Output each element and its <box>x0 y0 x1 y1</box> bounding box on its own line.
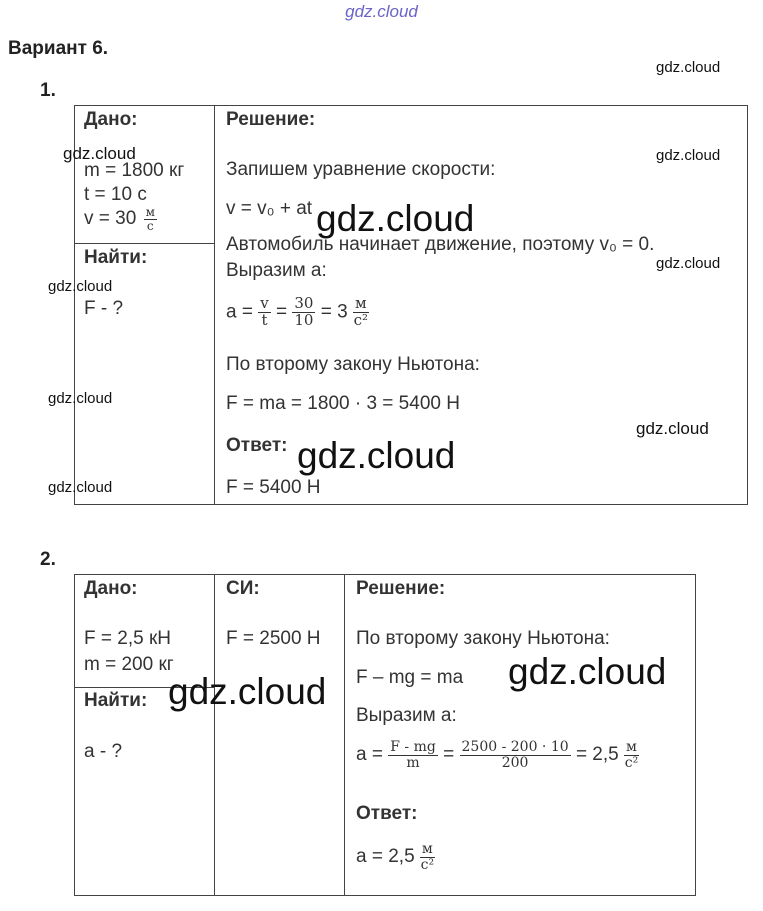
problem-1-given-velocity: v = 30 $\frac{м}{с}$ <box>84 205 155 233</box>
watermark: gdz.cloud <box>636 419 709 438</box>
problem-2-formula: a = $\frac{F - mg}{m}$ = $\frac{2500 - 200 \cdot 10}{200}$ = 2,5 $\frac{м}{\text{с²}}$ <box>356 739 639 771</box>
problem-1-number: 1. <box>40 80 56 101</box>
problem-1-find-header: Найти: <box>84 247 148 268</box>
problem-2-line-3: Выразим а: <box>356 705 457 726</box>
problem-2-answer-header: Ответ: <box>356 803 418 824</box>
watermark-large: gdz.cloud <box>297 435 456 476</box>
problem-1-solution-header: Решение: <box>226 109 316 130</box>
problem-2-answer: a = 2,5 $\frac{м}{\text{с²}}$ <box>356 841 435 873</box>
problem-2-find: a - ? <box>84 741 123 762</box>
problem-2-line-2: F – mg = ma <box>356 667 464 688</box>
problem-2-line-1: По второму закону Ньютона: <box>356 628 610 649</box>
watermark-large: gdz.cloud <box>316 198 475 239</box>
problem-2-si-value: F = 2500 Н <box>226 628 321 649</box>
watermark-large: gdz.cloud <box>508 651 667 692</box>
problem-1-answer-header: Ответ: <box>226 435 288 456</box>
problem-1-line-2: v = v₀ + at <box>226 198 313 219</box>
problem-2-number: 2. <box>40 549 56 570</box>
problem-1-given-time: t = 10 с <box>84 184 147 205</box>
problem-2-given-header: Дано: <box>84 578 138 599</box>
problem-2-si-header: СИ: <box>226 578 260 599</box>
page-title: Вариант 6. <box>8 38 109 59</box>
watermark: gdz.cloud <box>63 144 136 163</box>
problem-1-given-header: Дано: <box>84 109 138 130</box>
problem-1-line-5: По второму закону Ньютона: <box>226 354 480 375</box>
watermark: gdz.cloud <box>48 278 113 295</box>
watermark: gdz.cloud <box>656 59 721 76</box>
problem-1-line-3: Автомобиль начинает движение, поэтому v₀ = 0. <box>226 234 655 255</box>
watermark-top: gdz.cloud <box>345 2 418 21</box>
problem-2-solution-header: Решение: <box>356 578 446 599</box>
problem-1-line-4: Выразим а: <box>226 260 327 281</box>
watermark: gdz.cloud <box>48 390 113 407</box>
problem-1-given-mass: m = 1800 кг <box>84 160 185 181</box>
problem-2-given-mass: m = 200 кг <box>84 654 174 675</box>
problem-1-answer: F = 5400 Н <box>226 477 321 498</box>
problem-1-formula: a = $\frac{v}{t}$ = $\frac{30}{10}$ = 3 $\frac{м}{\text{с²}}$ <box>226 294 369 329</box>
problem-1-line-6: F = ma = 1800 · 3 = 5400 Н <box>226 393 460 414</box>
watermark-large: gdz.cloud <box>168 671 327 712</box>
watermark: gdz.cloud <box>48 479 113 496</box>
problem-1-find: F - ? <box>84 298 124 319</box>
problem-1-line-1: Запишем уравнение скорости: <box>226 159 496 180</box>
problem-2-find-header: Найти: <box>84 690 148 711</box>
watermark: gdz.cloud <box>656 255 721 272</box>
watermark: gdz.cloud <box>656 147 721 164</box>
problem-2-given-force: F = 2,5 кН <box>84 628 171 649</box>
